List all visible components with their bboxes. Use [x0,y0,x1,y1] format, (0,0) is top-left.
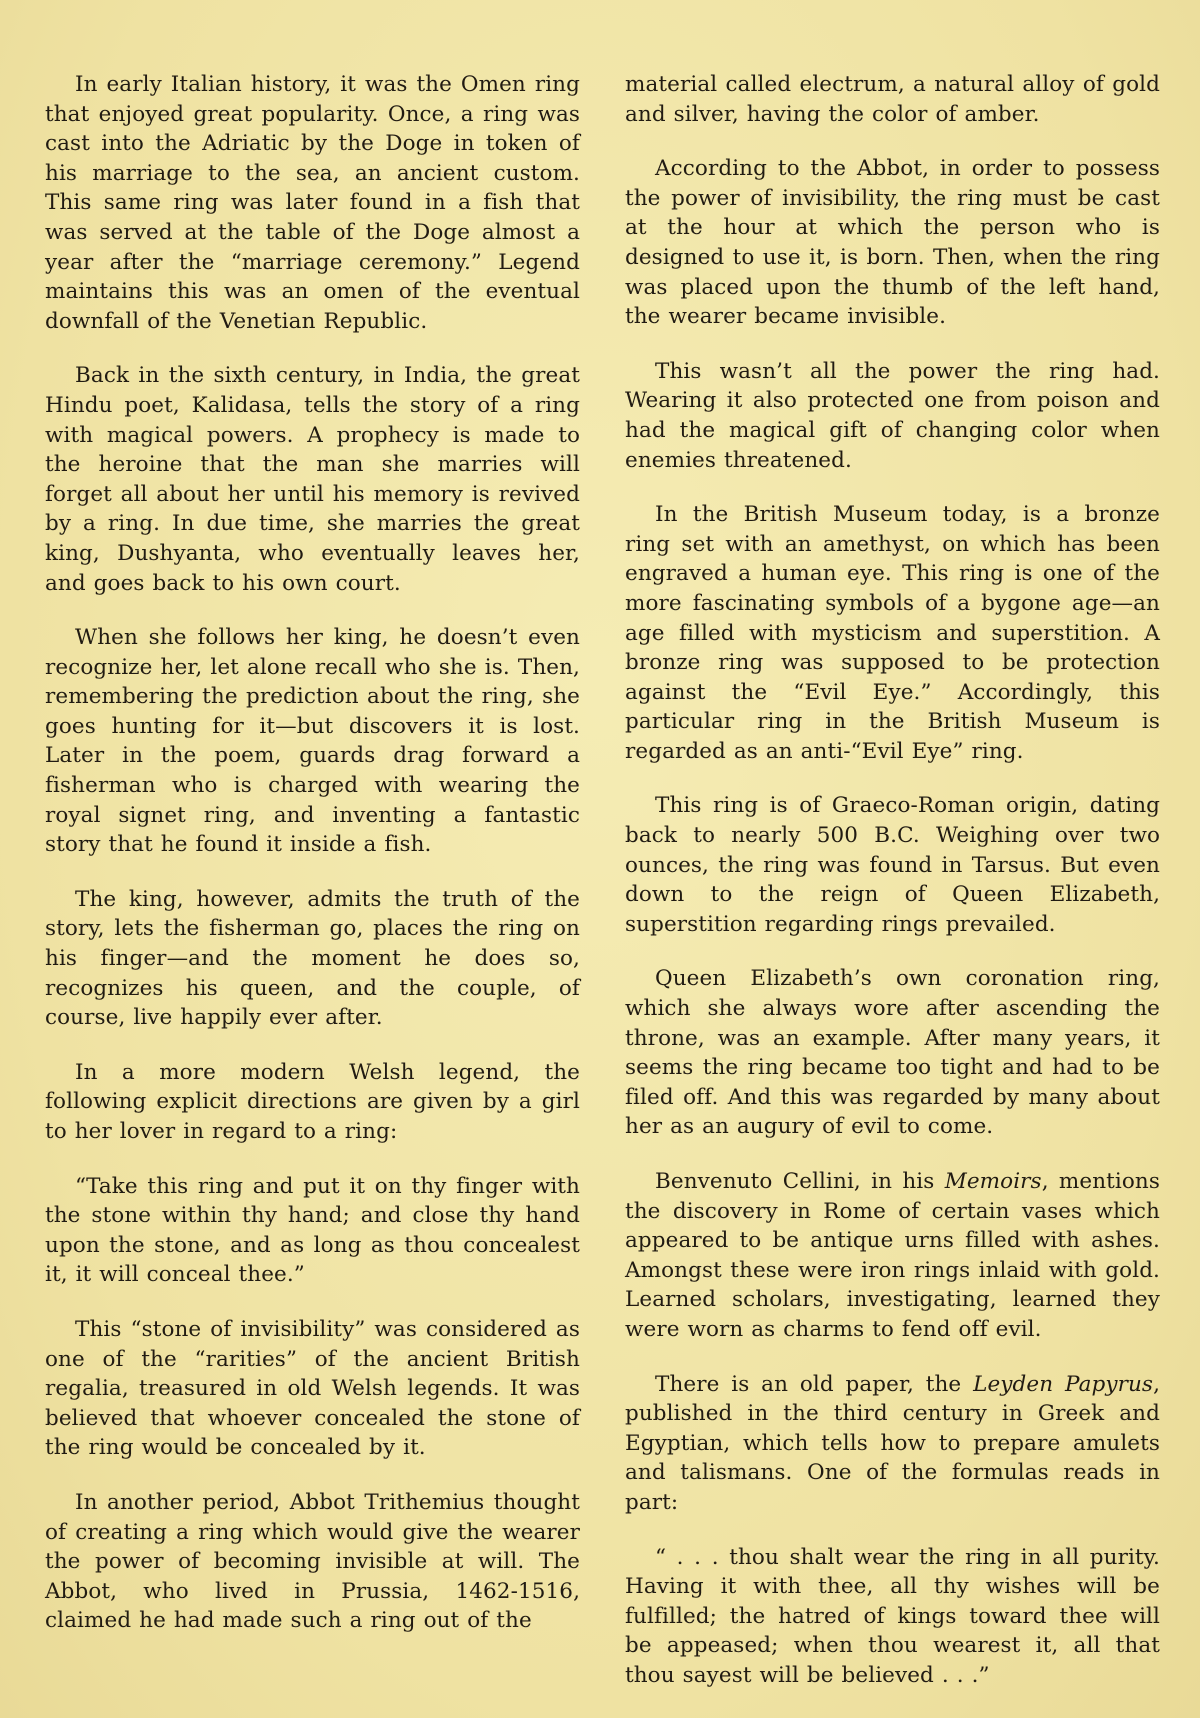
leyden-papyrus-title: Leyden Papyrus [973,1371,1154,1397]
cellini-text-end: , mentions the discovery in Rome of certain vases which appeared to be antique urns filled with ashes. Amongst these were iron rings inlaid with gold. Learned scholars, investigating, learned they were worn as charms to fend off evil. [625,1169,1161,1342]
paragraph-welsh-legend: In a more modern Welsh legend, the following explicit directions are given by a girl to her lover in regard to a ring: [45,1059,580,1144]
memoirs-title: Memoirs [944,1169,1042,1194]
paragraph-british-museum: In the British Museum today, is a bronze ring set with an amethyst, on which has been engraved a human eye. This ring is one of the more fascinating symbols of a bygone age—an age filled with mysticism and superstition. A bronze ring was supposed to be protection against the “Evil Eye.” Accordingly, this particular ring in the British Museum is regarded as an anti-“Evil Eye” ring. [625,502,1160,764]
paragraph-happily-ever-after: The king, however, admits the truth of the story, lets the fisherman go, places the ring on his finger—and the moment he does so, recognizes his queen, and the couple, of course, live happily ever after. [45,886,580,1031]
papyrus-text-start: There is an old paper, the [655,1371,974,1397]
papyrus-text-end: , published in the third century in Greek and Egyptian, which tells how to prepare amulets and talismans. One of the formulas reads in part: [625,1371,1160,1515]
paragraph-abbot-trithemius: In another period, Abbot Trithemius thought of creating a ring which would give the wearer the power of becoming invisible at will. The Abbot, who lived in Prussia, 1462-1516, claimed he had made such a ring out of the [45,1489,580,1634]
paragraph-electrum: material called electrum, a natural alloy of gold and silver, having the color of amber. [625,72,1160,127]
paragraph-ring-power: This wasn’t all the power the ring had. Wearing it also protected one from poison and had the magical gift of changing color when enemies threatened. [625,358,1160,473]
paragraph-kalidasa: Back in the sixth century, in India, the great Hindu poet, Kalidasa, tells the story of a ring with magical powers. A prophecy is made to the heroine that the man she marries will forget all about her until his memory is revived by a ring. In due time, she marries the great king, Dushyanta, who eventually leaves her, and goes back to his own court. [45,363,580,596]
paragraph-king-recognize: When she follows her king, he doesn’t even recognize her, let alone recall who she is. Then, remembering the prediction about the ring, she goes hunting for it—but discovers it is lost. Later in the poem, guards drag forward a fisherman who is charged with wearing the royal signet ring, and inventing a fantastic story that he found it inside a fish. [45,625,580,858]
quote-take-this-ring: “Take this ring and put it on thy finger with the stone within thy hand; and close thy hand upon the stone, and as long as thou concealest it, it will conceal thee.” [45,1173,580,1288]
paragraph-queen-elizabeth: Queen Elizabeth’s own coronation ring, which she always wore after ascending the throne, was an example. After many years, it seems the ring became too tight and had to be filed off. And this was regarded by many about her as an augury of evil to come. [625,966,1160,1140]
paragraph-invisibility-hour: According to the Abbot, in order to possess the power of invisibility, the ring must be cast at the hour at which the person who is designed to use it, is born. Then, when the ring was placed upon the thumb of the left hand, the wearer became invisible. [625,156,1160,330]
paragraph-graeco-roman: This ring is of Graeco-Roman origin, dating back to nearly 500 B.C. Weighing over two ounces, the ring was found in Tarsus. But even down to the reign of Queen Elizabeth, superstition regarding rings prevailed. [625,793,1160,937]
quote-papyrus-formula: “ . . . thou shalt wear the ring in all purity. Having it with thee, all thy wishes will be fulfilled; the hatred of kings toward thee will be appeased; when thou wearest it, all that thou sayest will be believed . . .” [625,1544,1160,1688]
paragraph-cellini [625,1167,1160,1345]
cellini-text-start: Benvenuto Cellini, in his [655,1169,945,1194]
paragraph-stone-of-invisibility: This “stone of invisibility” was considered as one of the “rarities” of the ancient British regalia, treasured in old Welsh legends. It was believed that whoever concealed the stone of the ring would be concealed by it. [45,1316,580,1461]
paragraph-omen-ring: In early Italian history, it was the Omen ring that enjoyed great popularity. Once, a ring was cast into the Adriatic by the Doge in token of his marriage to the sea, an ancient custom. This same ring was later found in a fish that was served at the table of the Doge almost a year after the “marriage ceremony.” Legend maintains this was an omen of the eventual downfall of the Venetian Republic. [45,72,580,334]
left-column [45,70,580,1661]
right-column [625,70,1160,1716]
paragraph-leyden-papyrus [625,1370,1160,1518]
